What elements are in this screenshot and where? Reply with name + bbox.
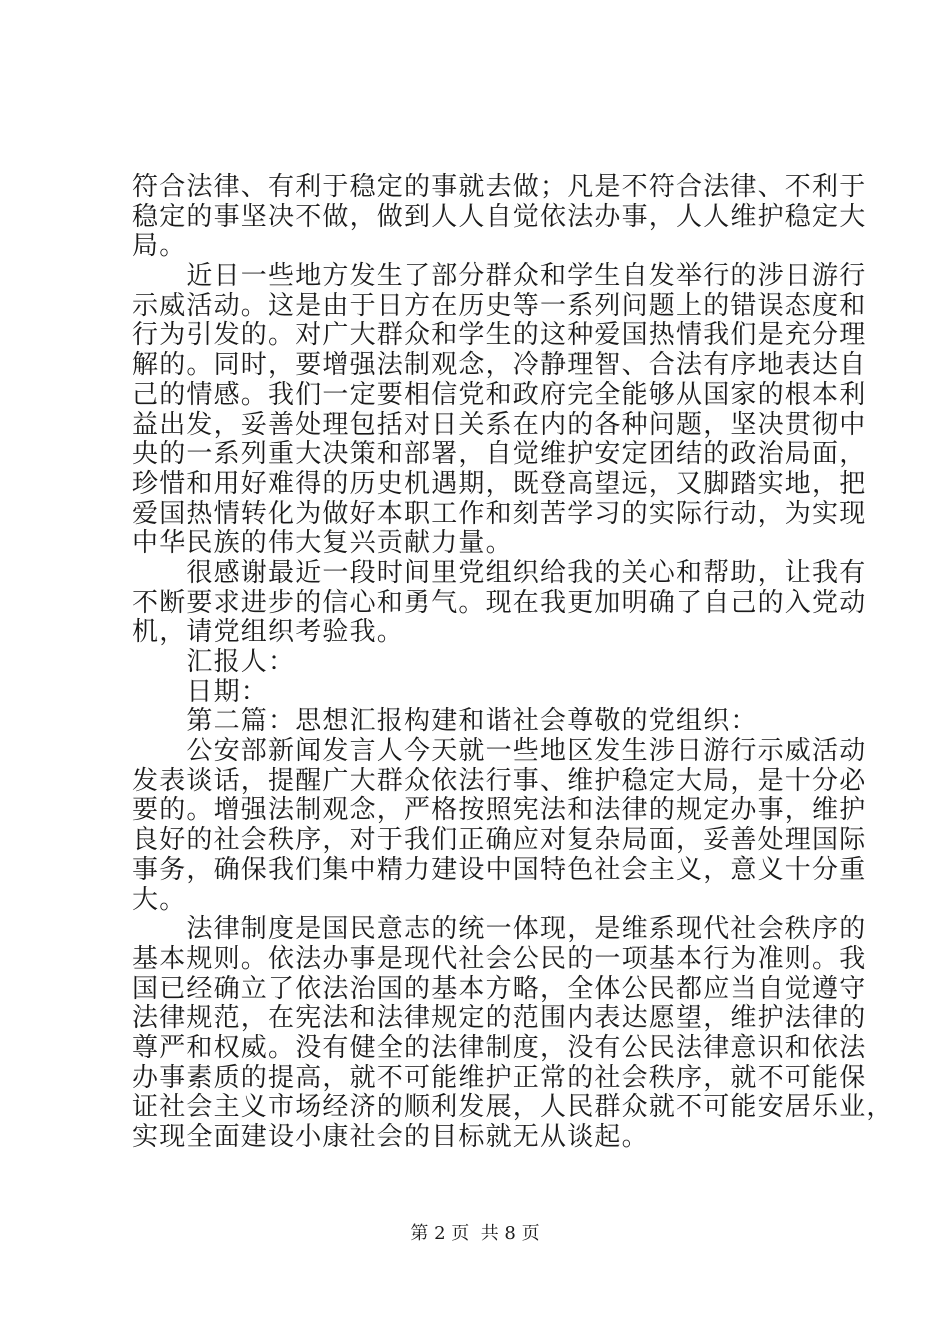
text-line: 基本规则。依法办事是现代社会公民的一项基本行为准则。我 (132, 943, 867, 974)
text-line: 符合法律、有利于稳定的事就去做；凡是不符合法律、不利于 (132, 172, 867, 202)
text-line: 尊严和权威。没有健全的法律制度，没有公民法律意识和依法 (132, 1032, 867, 1063)
date-line: 日期： (132, 676, 269, 707)
text-line: 珍惜和用好难得的历史机遇期，既登高望远，又脚踏实地，把 (132, 468, 867, 499)
text-line: 不断要求进步的信心和勇气。现在我更加明确了自己的入党动 (132, 587, 867, 618)
text-line: 大。 (132, 884, 187, 915)
document-body (132, 172, 894, 1153)
text-line: 局。 (132, 231, 187, 262)
text-line: 解的。同时，要增强法制观念，冷静理智、合法有序地表达自 (132, 350, 867, 381)
text-line: 稳定的事坚决不做，做到人人自觉依法办事，人人维护稳定大 (132, 201, 867, 232)
text-line: 公安部新闻发言人今天就一些地区发生涉日游行示威活动 (132, 736, 867, 767)
text-line: 益出发，妥善处理包括对日关系在内的各种问题，坚决贯彻中 (132, 409, 867, 440)
text-line: 近日一些地方发生了部分群众和学生自发举行的涉日游行 (132, 261, 867, 292)
section-heading: 第二篇：思想汇报构建和谐社会尊敬的党组织： (132, 706, 758, 737)
text-line: 法律规范，在宪法和法律规定的范围内表达愿望，维护法律的 (132, 1003, 867, 1034)
text-line: 中华民族的伟大复兴贡献力量。 (132, 528, 513, 559)
text-line: 证社会主义市场经济的顺利发展，人民群众就不可能安居乐业， (132, 1092, 894, 1123)
text-line: 国已经确立了依法治国的基本方略，全体公民都应当自觉遵守 (132, 973, 867, 1004)
reporter-line: 汇报人： (132, 647, 296, 677)
text-line: 行为引发的。对广大群众和学生的这种爱国热情我们是充分理 (132, 320, 867, 351)
text-line: 示威活动。这是由于日方在历史等一系列问题上的错误态度和 (132, 290, 867, 321)
text-line: 良好的社会秩序，对于我们正确应对复杂局面，妥善处理国际 (132, 825, 867, 856)
text-line: 事务，确保我们集中精力建设中国特色社会主义，意义十分重 (132, 854, 867, 885)
text-line: 要的。增强法制观念，严格按照宪法和法律的规定办事，维护 (132, 795, 867, 826)
text-line: 法律制度是国民意志的统一体现，是维系现代社会秩序的 (132, 914, 867, 945)
text-line: 办事素质的提高，就不可能维护正常的社会秩序，就不可能保 (132, 1062, 867, 1093)
text-line: 机，请党组织考验我。 (132, 617, 405, 648)
text-line: 己的情感。我们一定要相信党和政府完全能够从国家的根本利 (132, 379, 867, 410)
text-line: 实现全面建设小康社会的目标就无从谈起。 (132, 1122, 649, 1152)
text-line: 很感谢最近一段时间里党组织给我的关心和帮助，让我有 (132, 557, 867, 588)
page-number-footer: 第 2 页 共 8 页 (410, 1223, 540, 1244)
text-line: 发表谈话，提醒广大群众依法行事、维护稳定大局，是十分必 (132, 765, 867, 796)
text-line: 爱国热情转化为做好本职工作和刻苦学习的实际行动，为实现 (132, 498, 867, 529)
text-line: 央的一系列重大决策和部署，自觉维护安定团结的政治局面， (132, 439, 867, 470)
